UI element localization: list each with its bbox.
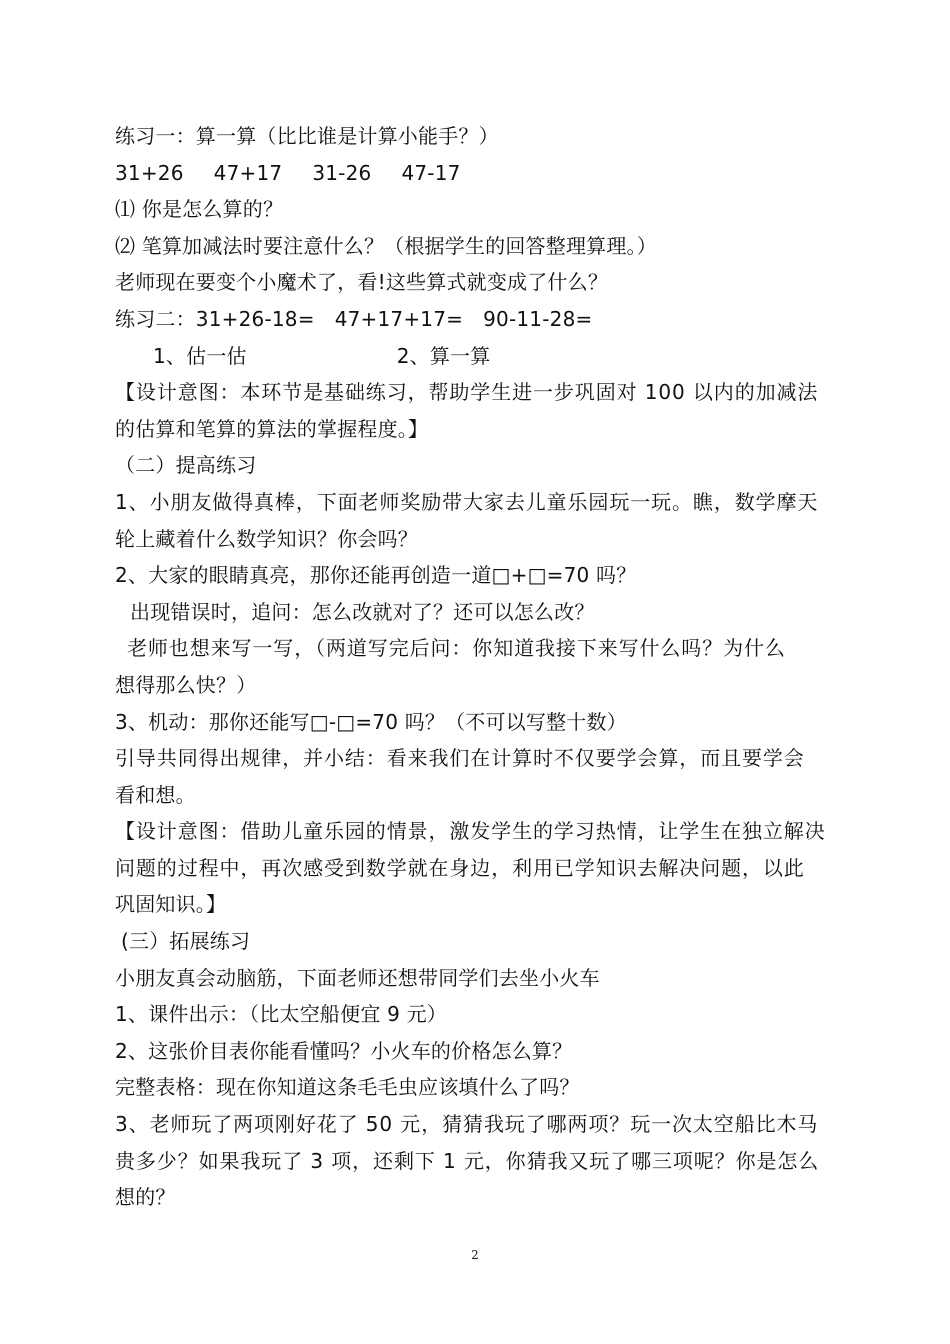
exercise-one-problems bbox=[115, 155, 845, 192]
problem: 31-26 bbox=[312, 160, 372, 185]
teacher-writes-cont: 想得那么快？） bbox=[115, 672, 257, 697]
problem: 47-17 bbox=[401, 160, 461, 185]
section-heading-two: （二）提高练习 bbox=[115, 453, 257, 478]
problem: 47+17 bbox=[213, 160, 283, 185]
exercise-two-problems bbox=[115, 301, 845, 338]
page-number: 2 bbox=[471, 1248, 479, 1262]
summary: 引导共同得出规律，并小结：看来我们在计算时不仅要学会算，而且要学会 bbox=[115, 746, 805, 771]
item-three: 3、机动：那你还能写□-□=70 吗？（不可以写整十数） bbox=[115, 709, 627, 734]
item-two-followup: 出现错误时，追问：怎么改就对了？还可以怎么改？ bbox=[130, 599, 595, 624]
item-two: 2、大家的眼睛真亮，那你还能再创造一道□+□=70 吗？ bbox=[115, 563, 637, 588]
extension-item-two: 2、这张价目表你能看懂吗？小火车的价格怎么算？ bbox=[115, 1038, 573, 1063]
exercise-one-heading: 练习一：算一算（比比谁是计算小能手？） bbox=[115, 124, 499, 148]
problem: 练习二：31+26-18= bbox=[115, 306, 315, 331]
question-one: ⑴ 你是怎么算的？ bbox=[115, 197, 284, 222]
task-calculate: 2、算一算 bbox=[396, 343, 491, 368]
item-one: 1、小朋友做得真棒，下面老师奖励带大家去儿童乐园玩一玩。瞧，数学摩天 bbox=[115, 489, 819, 514]
design-intent-1-cont: 的估算和笔算的算法的掌握程度。】 bbox=[115, 416, 429, 441]
question-two: ⑵ 笔算加减法时要注意什么？（根据学生的回答整理算理。） bbox=[115, 233, 657, 258]
extension-item-three: 3、老师玩了两项刚好花了 50 元，猜猜我玩了哪两项？玩一次太空船比木马 bbox=[115, 1112, 819, 1137]
design-intent-1: 【设计意图：本环节是基础练习，帮助学生进一步巩固对 100 以内的加减法 bbox=[115, 380, 819, 405]
task-estimate: 1、估一估 bbox=[153, 343, 247, 368]
complete-table: 完整表格：现在你知道这条毛毛虫应该填什么了吗？ bbox=[115, 1075, 580, 1100]
design-intent-2: 【设计意图：借助儿童乐园的情景，激发学生的学习热情，让学生在独立解决 bbox=[115, 819, 826, 844]
extension-item-three-cont: 贵多少？如果我玩了 3 项，还剩下 1 元，你猜我又玩了哪三项呢？你是怎么 bbox=[115, 1148, 820, 1173]
extension-item-one: 1、课件出示：（比太空船便宜 9 元） bbox=[115, 1002, 447, 1027]
exercise-two-tasks bbox=[115, 338, 845, 375]
design-intent-2-cont: 问题的过程中，再次感受到数学就在身边，利用已学知识去解决问题，以此 bbox=[115, 855, 805, 880]
document-body bbox=[115, 118, 845, 1216]
extension-item-three-end: 想的？ bbox=[115, 1185, 176, 1210]
problem: 31+26 bbox=[115, 160, 184, 185]
teacher-writes: 老师也想来写一写，（两道写完后问：你知道我接下来写什么吗？为什么 bbox=[127, 636, 786, 661]
section-heading-three: (三）拓展练习 bbox=[121, 929, 251, 954]
design-intent-2-end: 巩固知识。】 bbox=[115, 892, 227, 917]
train-intro: 小朋友真会动脑筋，下面老师还想带同学们去坐小火车 bbox=[115, 965, 600, 990]
item-one-cont: 轮上藏着什么数学知识？你会吗？ bbox=[115, 526, 418, 551]
magic-intro: 老师现在要变个小魔术了，看!这些算式就变成了什么？ bbox=[115, 270, 609, 295]
summary-cont: 看和想。 bbox=[115, 782, 196, 807]
problem: 90-11-28= bbox=[483, 306, 593, 331]
problem: 47+17+17= bbox=[334, 306, 464, 331]
